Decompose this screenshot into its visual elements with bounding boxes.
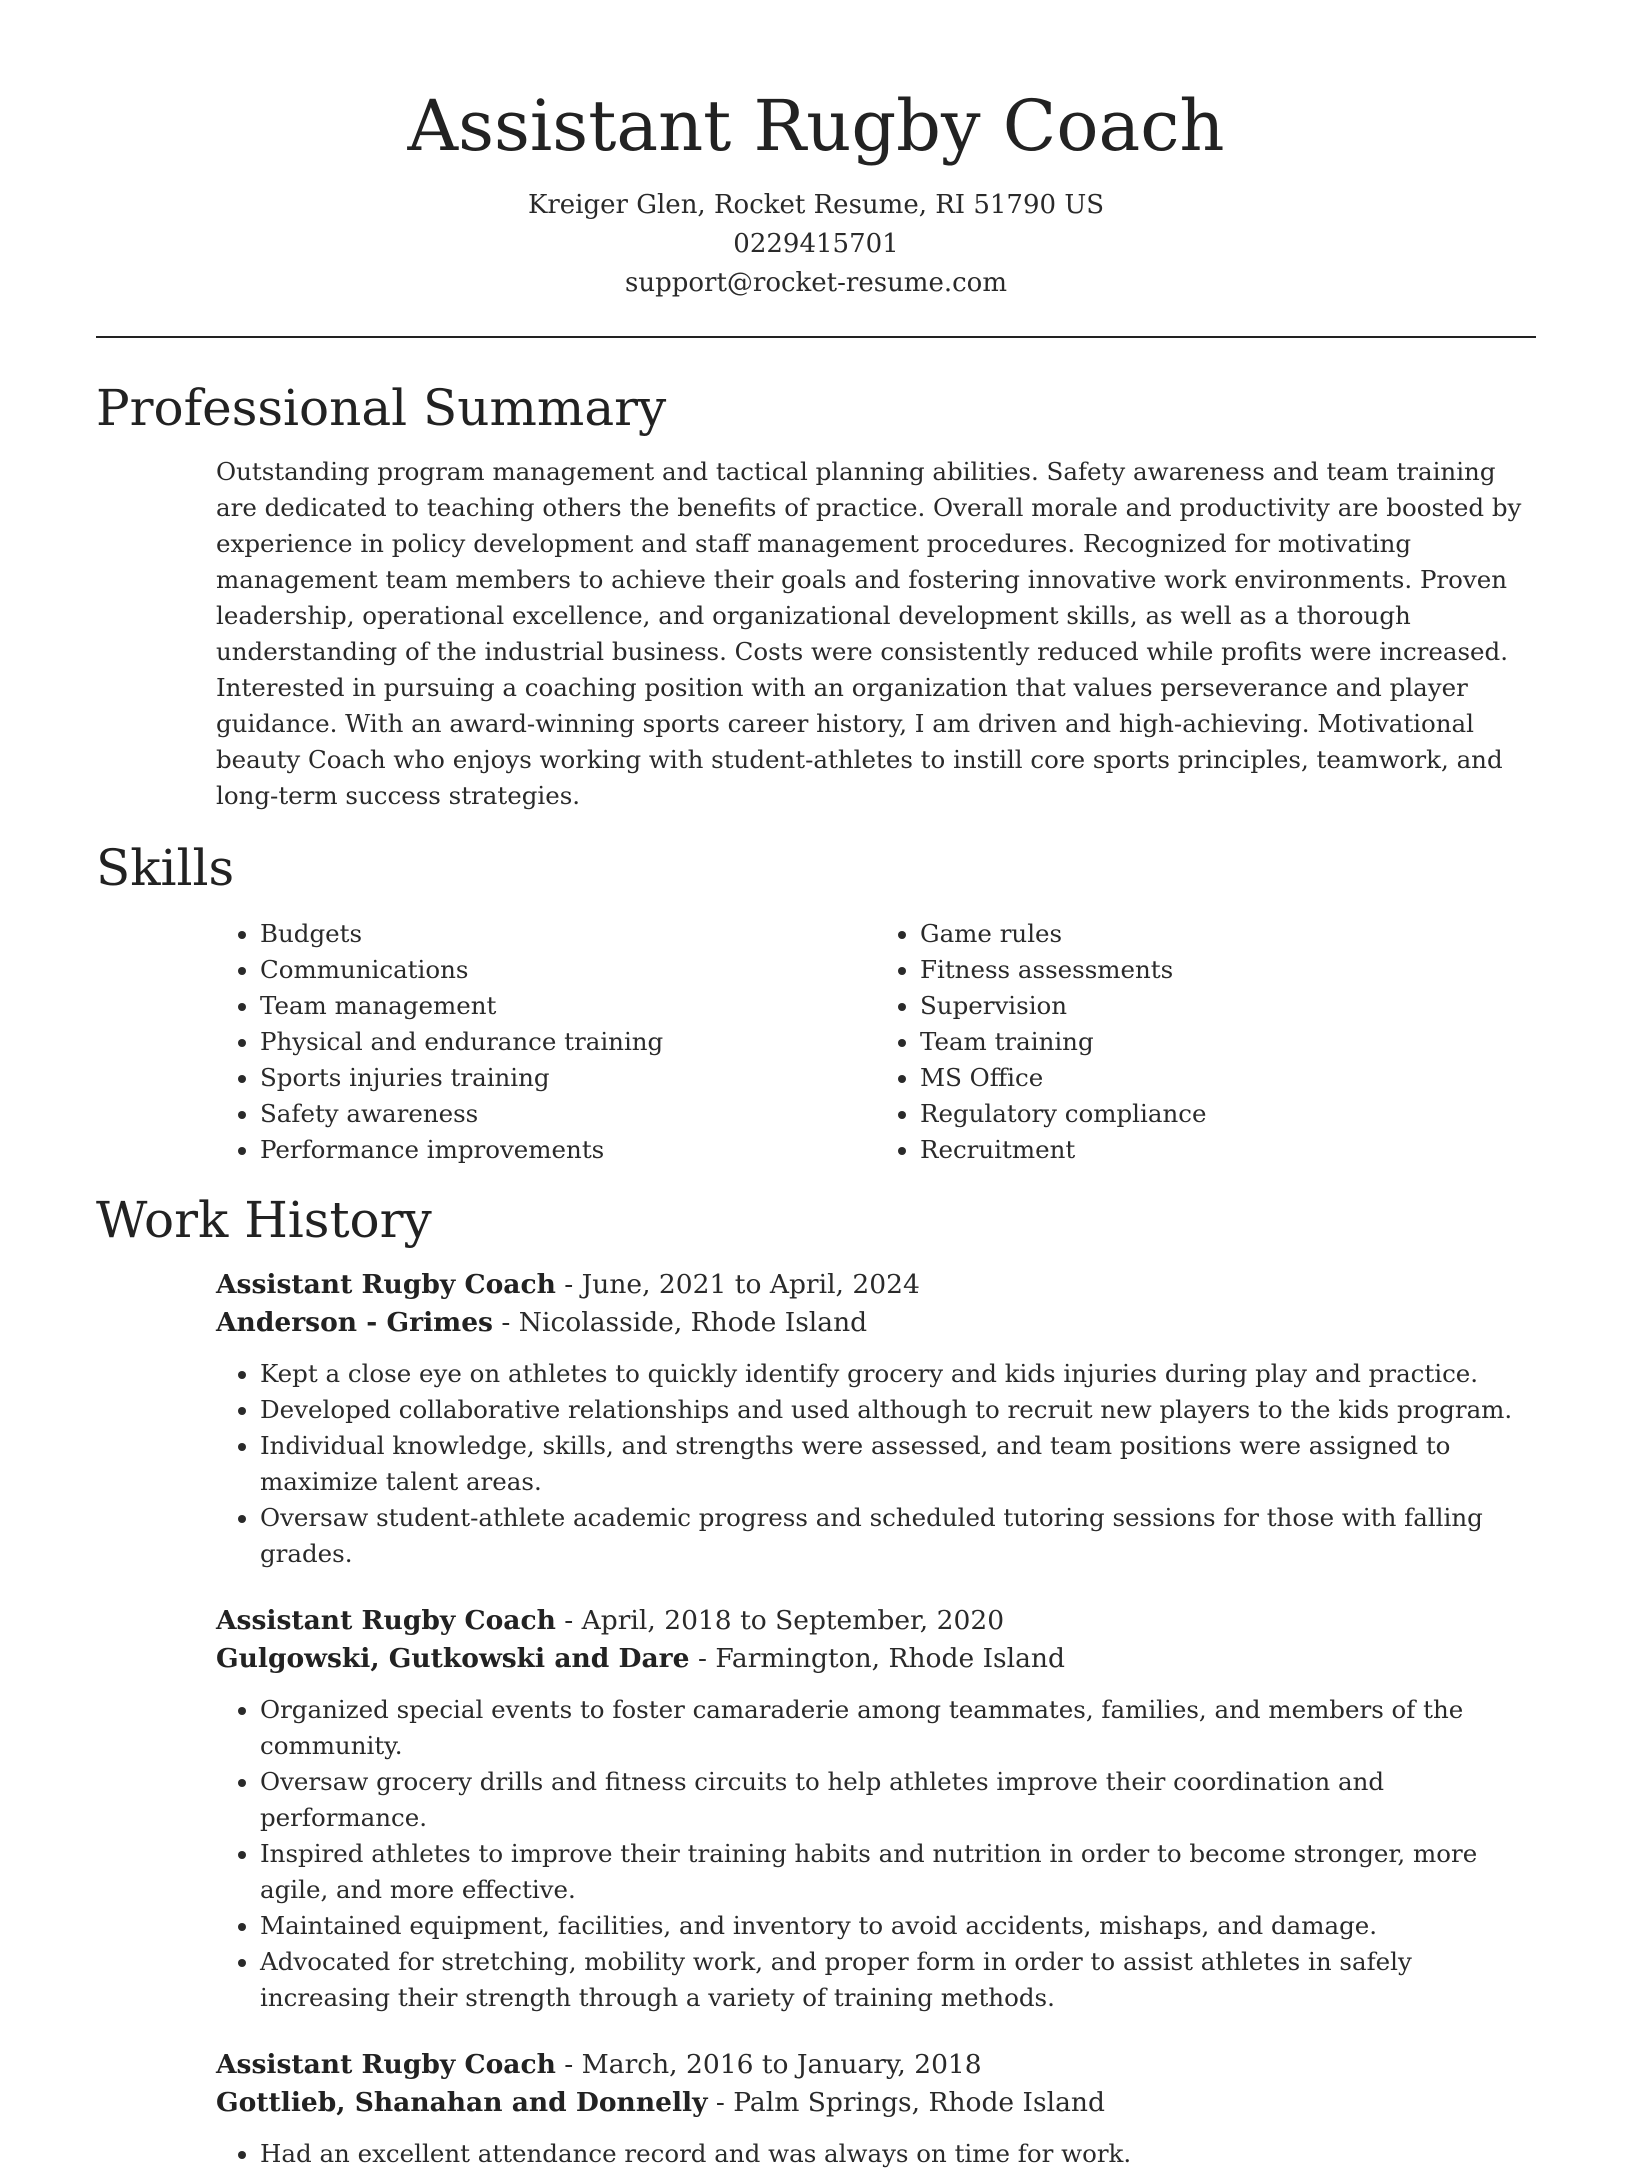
job-location: - Farmington, Rhode Island xyxy=(689,1643,1065,1674)
contact-email: support@rocket-resume.com xyxy=(624,268,1007,298)
skills-column-left xyxy=(216,916,876,1168)
job-position: Assistant Rugby Coach xyxy=(216,1269,556,1300)
skill-item: • MS Office xyxy=(920,1060,1536,1096)
job-bullet: • Kept a close eye on athletes to quickly identify grocery and kids injuries during play and practice. xyxy=(260,1356,1536,1392)
skill-item: • Game rules xyxy=(920,916,1536,952)
job-company: Gulgowski, Gutkowski and Dare xyxy=(216,1643,690,1674)
contact-block xyxy=(96,186,1536,303)
job-company-line xyxy=(216,2084,1536,2122)
skill-item: • Team management xyxy=(260,988,876,1024)
job-company: Gottlieb, Shanahan and Donnelly xyxy=(216,2087,708,2118)
job-bullet: • Developed collaborative relationships and used although to recruit new players to the kids program. xyxy=(260,1392,1536,1428)
skill-item: • Performance improvements xyxy=(260,1132,876,1168)
skill-item: • Safety awareness xyxy=(260,1096,876,1132)
contact-address: Kreiger Glen, Rocket Resume, RI 51790 US xyxy=(527,190,1105,220)
candidate-name: Assistant Rugby Coach xyxy=(407,85,1225,167)
job-bullet: • Organized special events to foster camaraderie among teammates, families, and members of the community. xyxy=(260,1692,1536,1764)
job-bullets xyxy=(216,2136,1536,2172)
skills-grid xyxy=(216,916,1536,1168)
job-dates: - June, 2021 to April, 2024 xyxy=(555,1269,920,1300)
job-location: - Nicolasside, Rhode Island xyxy=(492,1307,868,1338)
skill-item: • Supervision xyxy=(920,988,1536,1024)
summary-heading: Professional Summary xyxy=(96,379,667,437)
job-title-line xyxy=(216,2046,1536,2084)
contact-phone: 0229415701 xyxy=(733,229,899,259)
skill-item: • Regulatory compliance xyxy=(920,1096,1536,1132)
job-bullet: • Oversaw student-athlete academic progress and scheduled tutoring sessions for those with falling grades. xyxy=(260,1500,1536,1572)
job-entry xyxy=(216,1266,1536,1572)
resume-header xyxy=(96,0,1536,303)
job-bullet: • Maintained equipment, facilities, and inventory to avoid accidents, mishaps, and damage. xyxy=(260,1908,1536,1944)
resume-page xyxy=(96,0,1536,2172)
job-bullets xyxy=(216,1692,1536,2016)
skill-item: • Physical and endurance training xyxy=(260,1024,876,1060)
job-bullet: • Oversaw grocery drills and fitness circuits to help athletes improve their coordination and performance. xyxy=(260,1764,1536,1836)
job-company: Anderson - Grimes xyxy=(216,1307,493,1338)
skill-item: • Sports injuries training xyxy=(260,1060,876,1096)
skills-heading: Skills xyxy=(96,839,235,897)
job-bullet: • Advocated for stretching, mobility work, and proper form in order to assist athletes in safely increasing their strength through a variety of training methods. xyxy=(260,1944,1536,2016)
skill-item: • Team training xyxy=(920,1024,1536,1060)
work-history-list xyxy=(216,1266,1536,2172)
skill-item: • Budgets xyxy=(260,916,876,952)
job-bullets xyxy=(216,1356,1536,1572)
job-position: Assistant Rugby Coach xyxy=(216,1605,556,1636)
job-title-line xyxy=(216,1602,1536,1640)
job-company-line xyxy=(216,1640,1536,1678)
job-dates: - March, 2016 to January, 2018 xyxy=(555,2049,982,2080)
skills-column-right xyxy=(876,916,1536,1168)
skill-item: • Fitness assessments xyxy=(920,952,1536,988)
job-entry xyxy=(216,2046,1536,2172)
job-bullet: • Individual knowledge, skills, and strengths were assessed, and team positions were assigned to maximize talent areas. xyxy=(260,1428,1536,1500)
job-position: Assistant Rugby Coach xyxy=(216,2049,556,2080)
job-title-line xyxy=(216,1266,1536,1304)
summary-text: Outstanding program management and tactical planning abilities. Safety awareness and team training are dedicated to teaching others the benefits of practice. Overall morale and productivity are boosted by experience in policy development and staff management procedures. Recognized for motivating management team members to achieve their goals and fostering innovative work environments. Proven leadership, operational excellence, and organizational development skills, as well as a thorough understanding of the industrial business. Costs were consistently reduced while profits were increased. Interested in pursuing a coaching position with an organization that values perseverance and player guidance. With an award-winning sports career history, I am driven and high-achieving. Motivational beauty Coach who enjoys working with student-athletes to instill core sports principles, teamwork, and long-term success strategies. xyxy=(216,457,1522,810)
skill-item: • Recruitment xyxy=(920,1132,1536,1168)
work-history-heading: Work History xyxy=(96,1191,432,1249)
job-bullet: • Inspired athletes to improve their training habits and nutrition in order to become stronger, more agile, and more effective. xyxy=(260,1836,1536,1908)
job-location: - Palm Springs, Rhode Island xyxy=(707,2087,1105,2118)
skill-item: • Communications xyxy=(260,952,876,988)
job-company-line xyxy=(216,1304,1536,1342)
job-entry xyxy=(216,1602,1536,2016)
header-divider xyxy=(96,336,1536,338)
job-dates: - April, 2018 to September, 2020 xyxy=(555,1605,1005,1636)
job-bullet: • Had an excellent attendance record and was always on time for work. xyxy=(260,2136,1536,2172)
